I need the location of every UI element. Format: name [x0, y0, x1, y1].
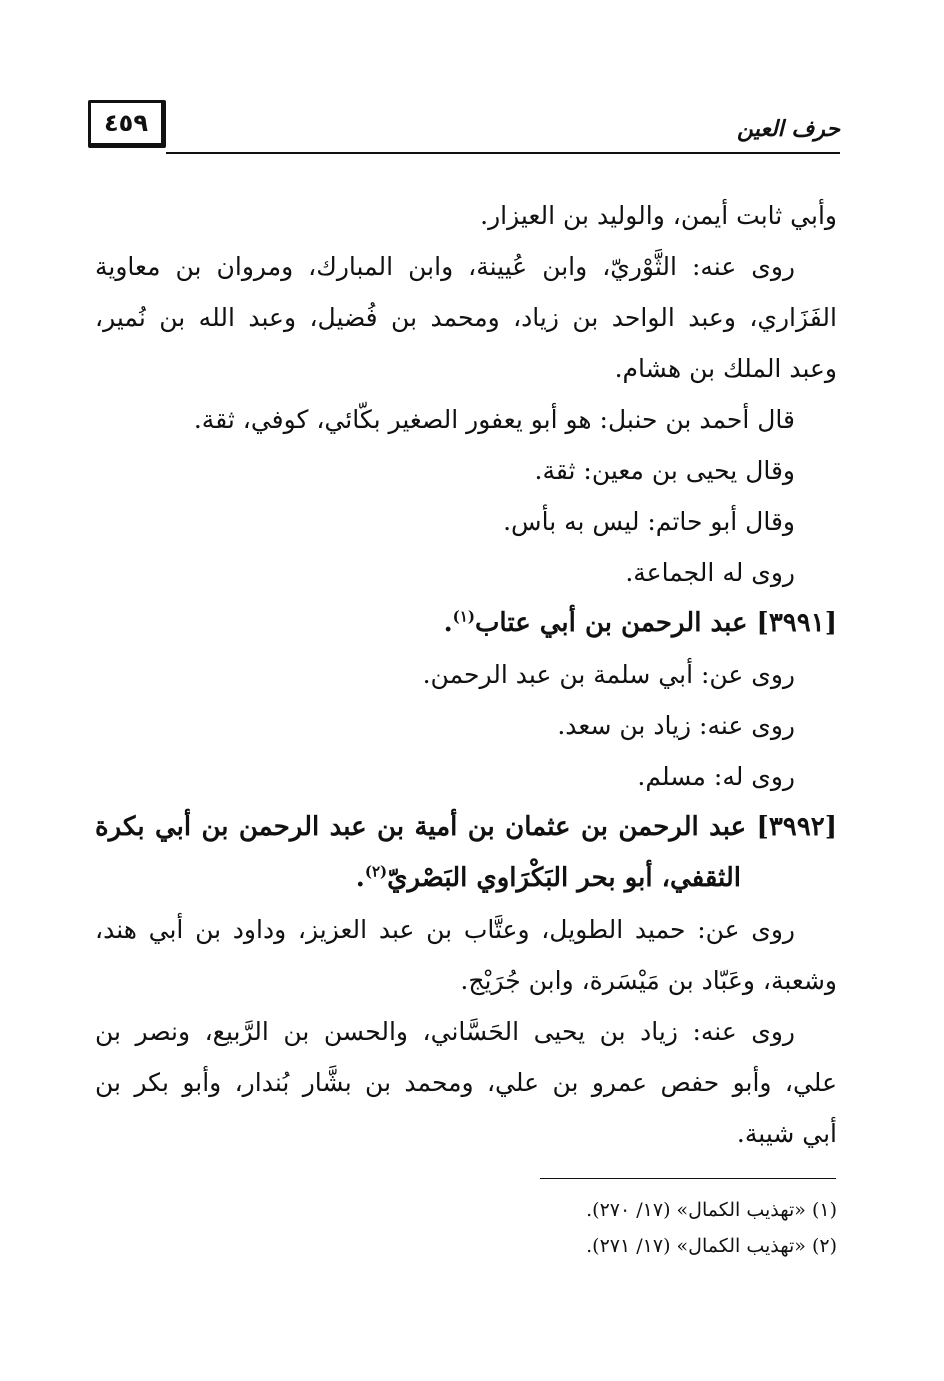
- text-line: وقال يحيى بن معين: ثقة.: [534, 456, 795, 485]
- footnote-ref: (١): [452, 607, 475, 626]
- footnotes: [586, 1192, 837, 1264]
- text-line: روى عنه: زياد بن سعد.: [557, 711, 795, 740]
- text-line: وقال أبو حاتم: ليس به بأس.: [503, 507, 795, 536]
- entry-heading-3991: [٣٩٩١] عبد الرحمن بن أبي عتاب$^{(١)}$.: [443, 607, 837, 638]
- entry-heading-text: الثقفي، أبو بحر البَكْرَاوي البَصْريّ: [387, 863, 741, 893]
- entry-heading-3992: [٣٩٩٢] عبد الرحمن بن عثمان بن أمية بن عبد الرحمن بن أبي بكرة: [95, 812, 837, 842]
- entry-heading-text: [٣٩٩١] عبد الرحمن بن أبي عتاب: [474, 608, 837, 638]
- running-title: حرف العين: [736, 116, 840, 142]
- header-rule: [166, 152, 840, 154]
- text-line: روى عن: أبي سلمة بن عبد الرحمن.: [422, 660, 795, 689]
- footnote-rule: [540, 1178, 836, 1179]
- text-line: أبي شيبة.: [736, 1119, 837, 1148]
- text-line: وأبي ثابت أيمن، والوليد بن العيزار.: [480, 201, 837, 230]
- footnote-ref: (٢): [364, 862, 388, 881]
- text-line: روى له: مسلم.: [637, 762, 795, 791]
- text-line: الفَزَاري، وعبد الواحد بن زياد، ومحمد بن فُضيل، وعبد الله بن نُمير،: [95, 303, 837, 332]
- text-line: علي، وأبو حفص عمرو بن علي، ومحمد بن بشَّار بُندار، وأبو بكر بن: [95, 1068, 837, 1097]
- page-body: [95, 190, 837, 1159]
- footnote-1: (١) «تهذيب الكمال» (١٧/ ٢٧٠).: [586, 1199, 837, 1221]
- page-number: ٤٥٩: [104, 109, 148, 137]
- text-line: وشعبة، وعَبّاد بن مَيْسَرة، وابن جُرَيْج.: [460, 966, 837, 995]
- footnote-2: (٢) «تهذيب الكمال» (١٧/ ٢٧١).: [586, 1235, 837, 1257]
- page-number-box: [88, 100, 166, 148]
- text-line: روى عن: حميد الطويل، وعتَّاب بن عبد العزيز، وداود بن أبي هند،: [95, 915, 795, 944]
- entry-heading-3992-cont: الثقفي، أبو بحر البَكْرَاوي البَصْريّ$^{(٢)}$.: [355, 862, 741, 893]
- text-line: روى له الجماعة.: [625, 558, 795, 587]
- page-header: [88, 100, 840, 158]
- text-line: وعبد الملك بن هشام.: [614, 354, 837, 383]
- text-line: قال أحمد بن حنبل: هو أبو يعفور الصغير بكّائي، كوفي، ثقة.: [193, 405, 795, 434]
- text-line: روى عنه: الثَّوْريّ، وابن عُيينة، وابن المبارك، ومروان بن معاوية: [95, 252, 795, 281]
- text-line: روى عنه: زياد بن يحيى الحَسَّاني، والحسن بن الرَّبيع، ونصر بن: [95, 1017, 795, 1046]
